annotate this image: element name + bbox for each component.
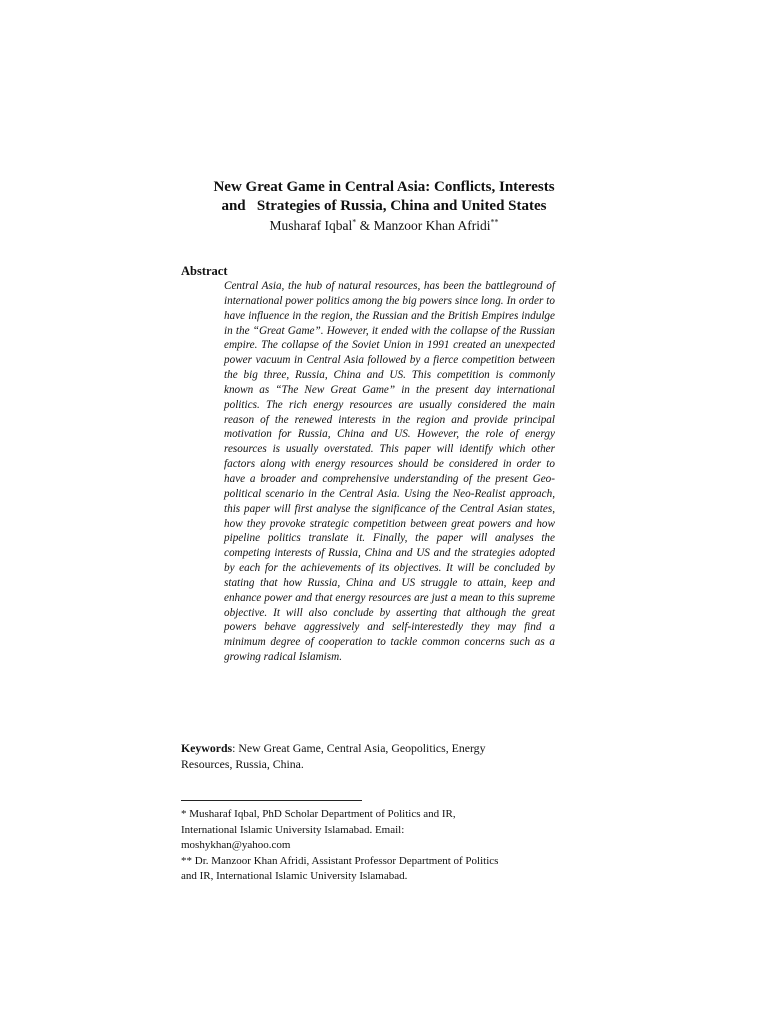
author-separator: & bbox=[356, 218, 374, 233]
keywords-paragraph bbox=[181, 740, 531, 772]
title-line-2: and Strategies of Russia, China and United States bbox=[221, 198, 547, 214]
title-line-1: New Great Game in Central Asia: Conflicts, Interests bbox=[213, 179, 555, 195]
footnote-1: * Musharaf Iqbal, PhD Scholar Department of Politics and IR, International Islamic University Islamabad. Email: moshykhan@yahoo.com bbox=[181, 808, 456, 851]
author-line bbox=[160, 217, 608, 234]
keywords-label: Keywords bbox=[181, 741, 233, 755]
footnote-2: ** Dr. Manzoor Khan Afridi, Assistant Professor Department of Politics and IR, International Islamic University Islamabad. bbox=[181, 854, 499, 882]
footnote-divider bbox=[181, 800, 362, 801]
author-1-name: Musharaf Iqbal bbox=[269, 218, 353, 233]
footnotes bbox=[181, 807, 511, 885]
keywords-text: : New Great Game, Central Asia, Geopolitics, Energy Resources, Russia, China. bbox=[181, 741, 486, 771]
abstract-heading: Abstract bbox=[181, 264, 228, 278]
abstract-text: Central Asia, the hub of natural resources, has been the battleground of international power politics among the big powers since long. In order to have influence in the region, the Russian and the British Empires indulge in the “Great Game”. However, it ended with the collapse of the Russian empire. The collapse of the Soviet Union in 1991 created an unexpected power vacuum in Central Asia followed by a fierce competition between the big three, Russia, China and US. This competition is commonly known as “The New Great Game” in the present day international politics. The rich energy resources are usually considered the main reason of the renewed interests in the region and provide principal motivation for Russia, China and US. However, the role of energy resources is usually overstated. This paper will identify which other factors along with energy resources should be considered in order to have a broader and comprehensive understanding of the present Geo-political scenario in the Central Asia. Using the Neo-Realist approach, this paper will first analyse the significance of the Central Asian states, how they provoke strategic competition between great powers and how pipeline politics translate it. Finally, the paper will analyses the competing interests of Russia, China and US and the strategies adopted by each for the achievements of its objectives. It will be concluded by stating that how Russia, China and US struggle to attain, keep and enhance power and that energy resources are just a mean to this supreme objective. It will also conclude by asserting that although the great powers behave aggressively and self-interestedly they may find a minimum degree of cooperation to tackle common concerns such as a growing radical Islamism. bbox=[224, 280, 555, 664]
paper-title bbox=[160, 178, 608, 216]
author-1-footnote-mark: * bbox=[352, 217, 357, 227]
author-2-name: Manzoor Khan Afridi bbox=[373, 218, 491, 233]
author-2-footnote-mark: ** bbox=[490, 217, 499, 227]
